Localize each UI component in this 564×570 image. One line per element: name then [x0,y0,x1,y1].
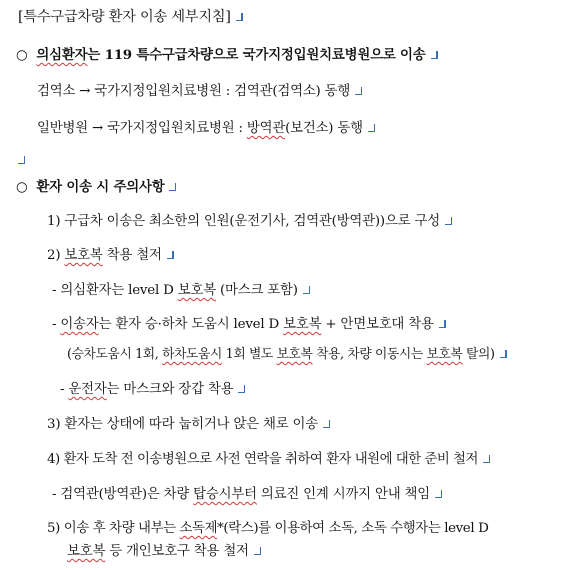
paragraph-mark-icon [445,217,453,226]
paragraph-mark-icon [500,350,508,359]
paragraph-mark-icon [236,13,244,22]
item-2: 2) 보호복 착용 철저 [47,247,175,265]
item-4-dash-1: - 검역관(방역관)은 차량 탑승시부터 의료진 인계 시까지 안내 책임 [52,486,443,504]
paragraph-mark-icon [431,51,439,60]
empty-paragraph [18,152,26,170]
section2-heading: ○ 환자 이송 시 주의사항 [16,178,177,196]
item-5: 5) 이송 후 차량 내부는 소독제*(락스)를 이용하여 소독, 소독 수행자는 level D [47,521,489,536]
section1-row-quarantine: 검역소 → 국가지정입원치료병원 : 검역관(검역소) 동행 [37,83,363,101]
item-2-dash-2-note: (승차도움시 1회, 하차도움시 1회 별도 보호복 착용, 차량 이동시는 보호복 탈의) [67,346,508,364]
paragraph-mark-icon [167,251,175,260]
section1-heading: ○ 의심환자는 119 특수구급차량으로 국가지정입원치료병원으로 이송 [16,46,439,64]
item-2-dash-3: - 운전자는 마스크와 장갑 착용 [60,381,246,399]
item-5-continuation: 보호복 등 개인보호구 착용 철저 [67,543,262,561]
paragraph-mark-icon [323,420,331,429]
section1-row-general-hospital: 일반병원 → 국가지정입원치료병원 : 방역관(보건소) 동행 [37,120,376,138]
paragraph-mark-icon [303,286,311,295]
paragraph-mark-icon [435,490,443,499]
paragraph-mark-icon [169,183,177,192]
item-3: 3) 환자는 상태에 따라 눕히거나 앉은 채로 이송 [47,416,331,434]
paragraph-mark-icon [238,385,246,394]
paragraph-mark-icon [483,455,491,464]
item-2-dash-1: - 의심환자는 level D 보호복 (마스크 포함) [52,282,311,300]
paragraph-mark-icon [355,87,363,96]
item-4: 4) 환자 도착 전 이송병원으로 사전 연락을 취하여 환자 내원에 대한 준비 철저 [47,451,491,469]
item-1: 1) 구급차 이송은 최소한의 인원(운전기사, 검역관(방역관))으로 구성 [47,213,453,231]
paragraph-mark-icon [18,156,26,165]
document-title: [특수구급차량 환자 이송 세부지침] [18,8,244,26]
item-2-dash-2: - 이송자는 환자 승·하차 도움시 level D 보호복 + 안면보호대 착용 [52,316,447,334]
paragraph-mark-icon [368,124,376,133]
paragraph-mark-icon [439,320,447,329]
paragraph-mark-icon [254,547,262,556]
